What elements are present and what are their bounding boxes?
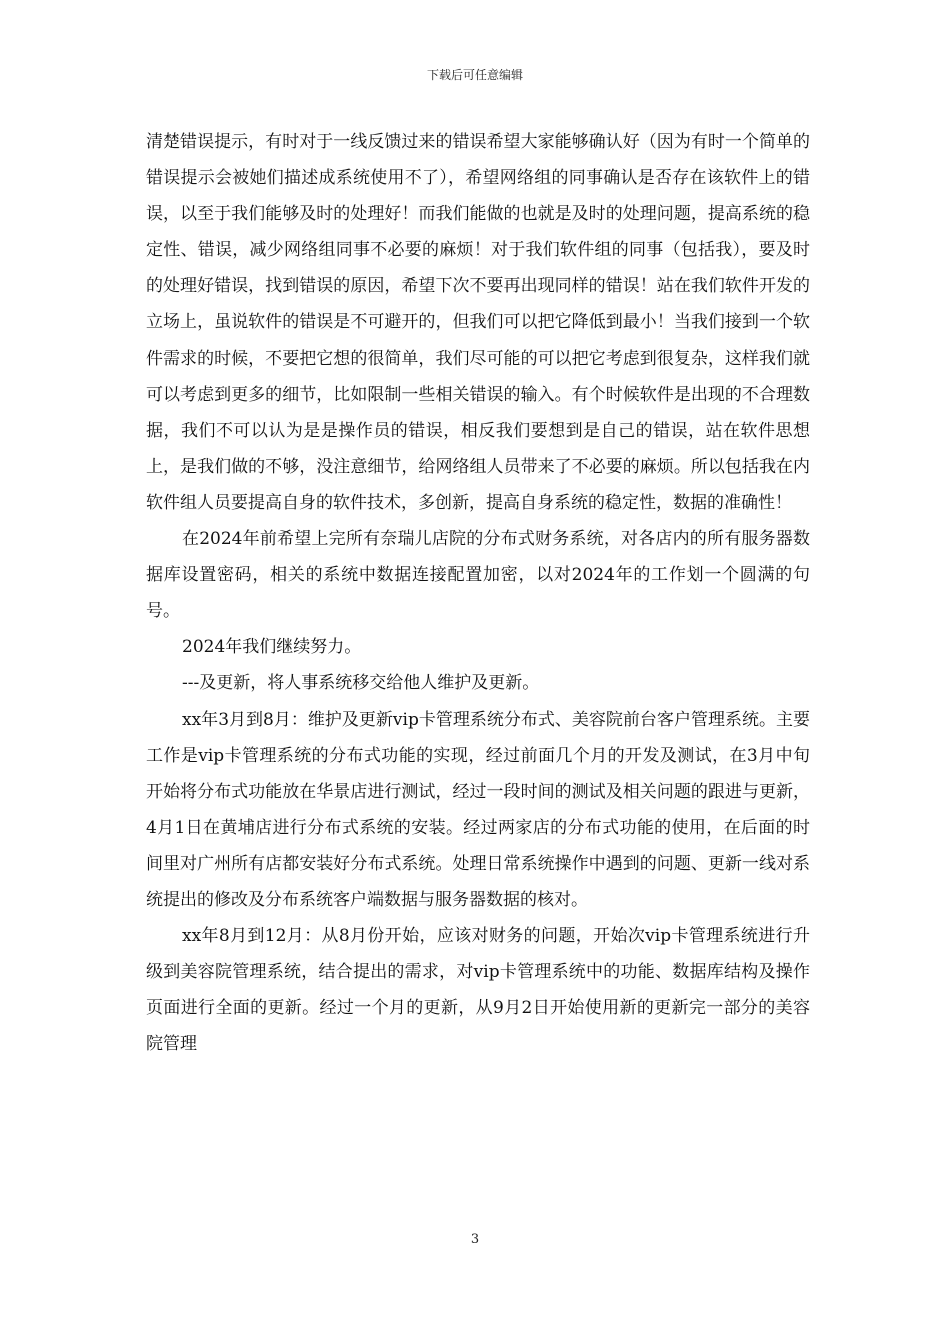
paragraph-6: xx年8月到12月：从8月份开始，应该对财务的问题，开始次vip卡管理系统进行升级到美容院管理系统，结合提出的需求，对vip卡管理系统中的功能、数据库结构及操作页面进行全面的更新。经过一个月的更新，从9月2日开始使用新的更新完一部分的美容院管理 <box>146 926 810 1055</box>
paragraph-2: 在2024年前希望上完所有奈瑞儿店院的分布式财务系统，对各店内的所有服务器数据库设置密码，相关的系统中数据连接配置加密，以对2024年的工作划一个圆满的句号。 <box>146 529 810 622</box>
page-header: 下载后可任意编辑 <box>426 68 523 82</box>
document-body <box>146 124 810 1062</box>
paragraph-4: ---及更新，将人事系统移交给他人维护及更新。 <box>182 673 540 694</box>
paragraph-5: xx年3月到8月：维护及更新vip卡管理系统分布式、美容院前台客户管理系统。主要工作是vip卡管理系统的分布式功能的实现，经过前面几个月的开发及测试，在3月中旬开始将分布式功能放在华景店进行测试，经过一段时间的测试及相关问题的跟进与更新，4月1日在黄埔店进行分布式系统的安装。经过两家店的分布式功能的使用，在后面的时间里对广州所有店都安装好分布式系统。处理日常系统操作中遇到的问题、更新一线对系统提出的修改及分布系统客户端数据与服务器数据的核对。 <box>146 709 810 910</box>
paragraph-1: 清楚错误提示，有时对于一线反馈过来的错误希望大家能够确认好（因为有时一个简单的错误提示会被她们描述成系统使用不了），希望网络组的同事确认是否存在该软件上的错误，以至于我们能够及时的处理好！而我们能做的也就是及时的处理问题，提高系统的稳定性、错误，减少网络组同事不必要的麻烦！对于我们软件组的同事（包括我），要及时的处理好错误，找到错误的原因，希望下次不要再出现同样的错误！站在我们软件开发的立场上，虽说软件的错误是不可避开的，但我们可以把它降低到最小！当我们接到一个软件需求的时候，不要把它想的很简单，我们尽可能的可以把它考虑到很复杂，这样我们就可以考虑到更多的细节，比如限制一些相关错误的输入。有个时候软件是出现的不合理数据，我们不可以认为是是操作员的错误，相反我们要想到是自己的错误，站在软件思想上，是我们做的不够，没注意细节，给网络组人员带来了不必要的麻烦。所以包括我在内软件组人员要提高自身的软件技术，多创新，提高自身系统的稳定性，数据的准确性！ <box>146 132 810 513</box>
page-number: 3 <box>470 1232 480 1247</box>
paragraph-3: 2024年我们继续努力。 <box>182 637 362 658</box>
